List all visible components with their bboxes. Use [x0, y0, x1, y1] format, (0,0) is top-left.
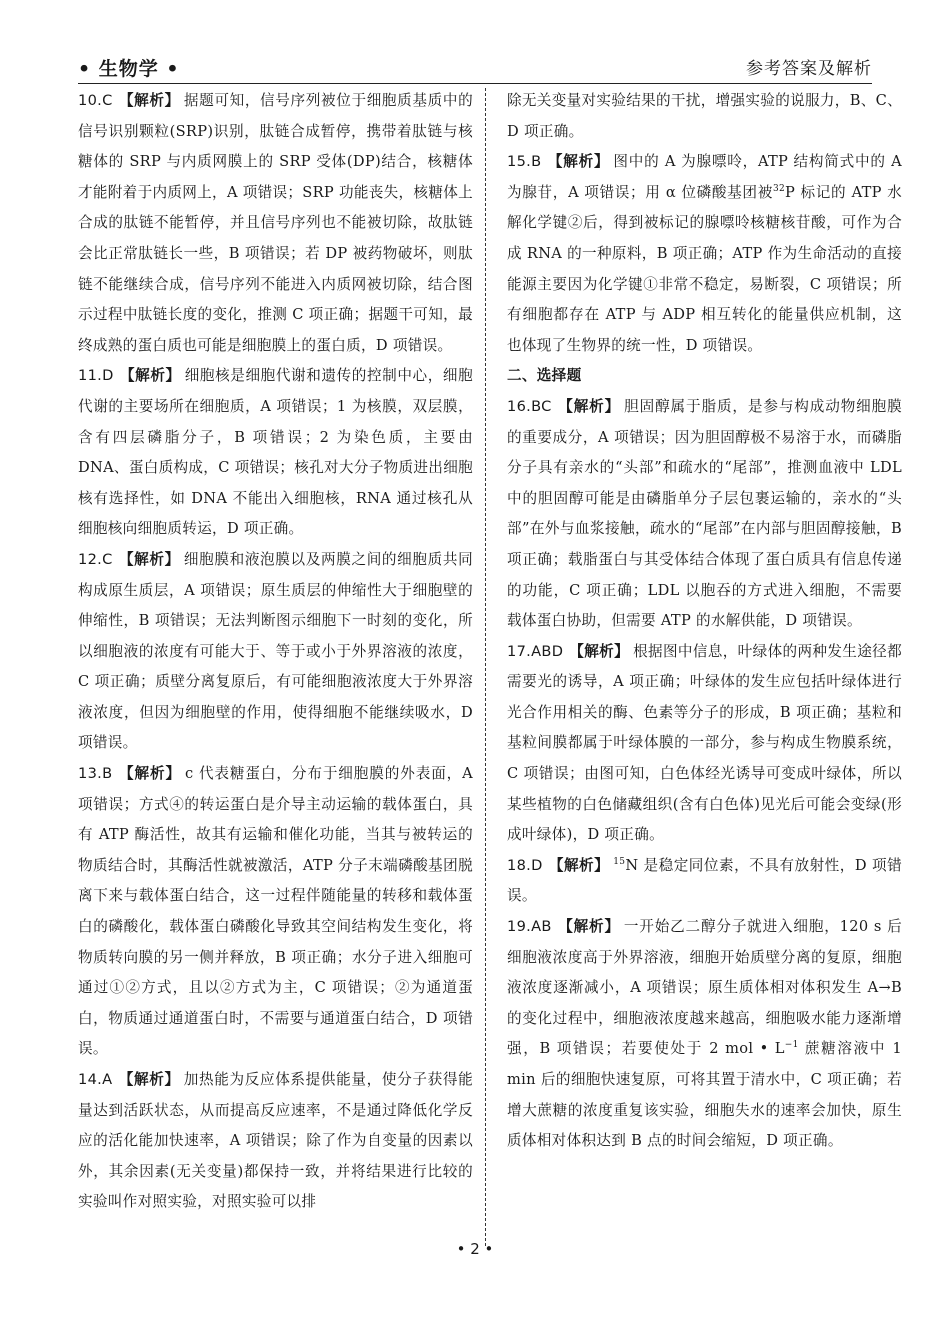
answer-item-11: 11.D 【解析】 细胞核是细胞代谢和遗传的控制中心，细胞代谢的主要场所在细胞质，A 项错误；1 为核膜，双层膜，含有四层磷脂分子，B 项错误；2 为染色质，主要由 DNA、蛋白质构成，C 项错误；核孔对大分子物质进出细胞核有选择性，如 DNA 不能出入细胞核，RNA 通过核孔从细胞核向细胞质转运，D 项正确。 — [78, 367, 474, 538]
analysis-tag: 【解析】 — [118, 550, 180, 568]
analysis-tag: 【解析】 — [557, 397, 621, 415]
answer-choice: B — [531, 153, 542, 171]
answer-choice: C — [102, 550, 113, 568]
header-title: 参考答案及解析 — [746, 59, 872, 79]
analysis-text: 图中的 A 为腺嘌呤，ATP 结构简式中的 A 为腺苷，A 项错误；用 α 位磷酸基团被 — [507, 153, 902, 201]
analysis-text: c 代表糖蛋白，分布于细胞膜的外表面，A 项错误；方式④的转运蛋白是介导主动运输的载体蛋白，具有 ATP 酶活性，故其有运输和催化功能，当其与被转运的物质结合时，其酶活性就被激活，ATP 分子末端磷酸基团脱离下来与载体蛋白结合，这一过程伴随能量的转移和载体蛋白的磷酸化，载体蛋白磷酸化导致其空间结构发生变化，将物质转向膜的另一侧并释放，B 项正确；水分子进入细胞可通过①②方式，且以②方式为主，C 项错误；②为通道蛋白，物质通过通道蛋白时，不需要与通道蛋白结合，D 项错误。 — [78, 765, 474, 1058]
subject-label: • 生物学 • — [78, 58, 180, 80]
answer-choice: B — [102, 765, 113, 783]
analysis-tag: 【解析】 — [548, 856, 610, 874]
analysis-tag: 【解析】 — [547, 153, 610, 171]
analysis-text: P 标记的 ATP 水解化学键②后，得到被标记的腺嘌呤核糖核苷酸，可作为合成 RNA 的一种原料，B 项正确；ATP 作为生命活动的直接能源主要因为化学键①非常不稳定，易断裂，C 项错误；所有细胞都存在 ATP 与 ADP 相互转化的能量供应机制，这也体现了生物界的统一性，D 项错误。 — [507, 183, 902, 354]
analysis-tag: 【解析】 — [119, 367, 181, 385]
left-column — [78, 86, 473, 1218]
analysis-tag: 【解析】 — [569, 642, 630, 660]
analysis-text: 蔗糖溶液中 1 min 后的细胞快速复原，可将其置于清水中，C 项正确；若增大蔗糖的浓度重复该实验，细胞失水的速率会加快，原生质体相对体积达到 B 点的时间会缩短，D 项正确。 — [507, 1040, 902, 1150]
analysis-tag: 【解析】 — [118, 1071, 180, 1088]
right-column — [507, 86, 902, 1157]
analysis-text: 细胞核是细胞代谢和遗传的控制中心，细胞代谢的主要场所在细胞质，A 项错误；1 为核膜，双层膜，含有四层磷脂分子，B 项错误；2 为染色质，主要由 DNA、蛋白质构成，C 项错误；核孔对大分子物质进出细胞核有选择性，如 DNA 不能出入细胞核，RNA 通过核孔从细胞核向细胞质转运，D 项正确。 — [78, 367, 474, 538]
analysis-text: 一开始乙二醇分子就进入细胞，120 s 后细胞液浓度高于外界溶液，细胞开始质壁分离的复原，细胞液浓度逐渐减小，A 项错误；原生质体相对体积发生 A→B 的变化过程中，细胞液浓度越来越高，细胞吸水能力逐渐增强，B 项错误；若要使处于 2 mol • L — [507, 918, 902, 1058]
answer-choice: BC — [531, 397, 552, 415]
answer-item-14-continued — [507, 86, 902, 147]
analysis-text: 除无关变量对实验结果的干扰，增强实验的说服力，B、C、D 项正确。 — [507, 92, 902, 140]
analysis-text: N 是稳定同位素，不具有放射性，D 项错误。 — [507, 856, 903, 905]
analysis-text: 细胞膜和液泡膜以及两膜之间的细胞质共同构成原生质层，A 项错误；原生质层的伸缩性大于细胞壁的伸缩性，B 项错误；无法判断图示细胞下一时刻的变化，所以细胞液的浓度有可能大于、等于或小于外界溶液的浓度，C 项正确；质壁分离复原后，有可能细胞液浓度大于外界溶液浓度，但因为细胞壁的作用，使得细胞不能继续吸水，D 项错误。 — [78, 550, 473, 752]
analysis-text: 根据图中信息，叶绿体的两种发生途径都需要光的诱导，A 项正确；叶绿体的发生应包括叶绿体进行光合作用相关的酶、色素等分子的形成，B 项正确；基粒和基粒间膜都属于叶绿体膜的一部分，参与构成生物膜系统，C 项错误；由图可知，白色体经光诱导可变成叶绿体，所以某些植物的白色储藏组织(含有白色体)见光后可能会变绿(形成叶绿体)，D 项正确。 — [507, 642, 903, 844]
page-header — [78, 50, 872, 84]
analysis-text: 据题可知，信号序列被位于细胞质基质中的信号识别颗粒(SRP)识别，肽链合成暂停，携带着肽链与核糖体的 SRP 与内质网膜上的 SRP 受体(DP)结合，核糖体才能附着于内质网上，A 项错误；SRP 功能丧失，核糖体上合成的肽链不能暂停，并且信号序列也不能被切除，故肽链会比正常肽链长一些，B 项错误；若 DP 被药物破坏，则肽链不能继续合成，信号序列不能进入内质网被切除，结合图示过程中肽链长度的变化，推测 C 项正确；据题干可知，最终成熟的蛋白质也可能是细胞膜上的蛋白质，D 项错误。 — [78, 92, 473, 354]
answer-choice: AB — [531, 918, 552, 936]
answer-choice: C — [102, 92, 113, 109]
answer-item-10: 10.C 【解析】 据题可知，信号序列被位于细胞质基质中的信号识别颗粒(SRP)识别，肽链合成暂停，携带着肽链与核糖体的 SRP 与内质网膜上的 SRP 受体(DP)结合，核糖体才能附着于内质网上，A 项错误；SRP 功能丧失，核糖体上合成的肽链不能暂停，并且信号序列也不能被切除，故肽链会比正常肽链长一些，B 项错误；若 DP 被药物破坏，则肽链不能继续合成，信号序列不能进入内质网被切除，结合图示过程中肽链长度的变化，推测 C 项正确；据题干可知，最终成熟的蛋白质也可能是细胞膜上的蛋白质，D 项错误。 — [78, 92, 473, 354]
answer-item-19: 19.AB 【解析】 一开始乙二醇分子就进入细胞，120 s 后细胞液浓度高于外界溶液，细胞开始质壁分离的复原，细胞液浓度逐渐减小，A 项错误；原生质体相对体积发生 A→B 的变化过程中，细胞液浓度越来越高，细胞吸水能力逐渐增强，B 项错误；若要使处于 2 mol • $L^{-1}$ 蔗糖溶液中 1 min 后的细胞快速复原，可将其置于清水中，C 项正确；若增大蔗糖的浓度重复该实验，细胞失水的速率会加快，原生质体相对体积达到 B 点的时间会缩短，D 项正确。 — [507, 918, 902, 1150]
answer-item-12: 12.C 【解析】 细胞膜和液泡膜以及两膜之间的细胞质共同构成原生质层，A 项错误；原生质层的伸缩性大于细胞壁的伸缩性，B 项错误；无法判断图示细胞下一时刻的变化，所以细胞液的浓度有可能大于、等于或小于外界溶液的浓度，C 项正确；质壁分离复原后，有可能细胞液浓度大于外界溶液浓度，但因为细胞壁的作用，使得细胞不能继续吸水，D 项错误。 — [78, 550, 473, 752]
header-rule — [78, 83, 872, 84]
column-divider — [485, 88, 486, 1246]
page-number: • 2 • — [456, 1240, 494, 1258]
answer-choice: D — [102, 367, 114, 385]
answer-item-13: 13.B 【解析】 c 代表糖蛋白，分布于细胞膜的外表面，A 项错误；方式④的转运蛋白是介导主动运输的载体蛋白，具有 ATP 酶活性，故其有运输和催化功能，当其与被转运的物质结合时，其酶活性就被激活，ATP 分子末端磷酸基团脱离下来与载体蛋白结合，这一过程伴随能量的转移和载体蛋白的磷酸化，载体蛋白磷酸化导致其空间结构发生变化，将物质转向膜的另一侧并释放，B 项正确；水分子进入细胞可通过①②方式，且以②方式为主，C 项错误；②为通道蛋白，物质通过通道蛋白时，不需要与通道蛋白结合，D 项错误。 — [78, 765, 474, 1058]
analysis-tag: 【解析】 — [557, 918, 620, 936]
isotope-superscript: 32 — [772, 183, 786, 194]
answer-item-17: 17.ABD 【解析】 根据图中信息，叶绿体的两种发生途径都需要光的诱导，A 项正确；叶绿体的发生应包括叶绿体进行光合作用相关的酶、色素等分子的形成，B 项正确；基粒和基粒间膜都属于叶绿体膜的一部分，参与构成生物膜系统，C 项错误；由图可知，白色体经光诱导可变成叶绿体，所以某些植物的白色储藏组织(含有白色体)见光后可能会变绿(形成叶绿体)，D 项正确。 — [507, 642, 903, 844]
section-heading: 二、选择题 — [507, 367, 582, 385]
answer-item-14: 14.A 【解析】 加热能为反应体系提供能量，使分子获得能量达到活跃状态，从而提高反应速率，不是通过降低化学反应的活化能加快速率，A 项错误；除了作为自变量的因素以外，其余因素(无关变量)都保持一致，并将结果进行比较的实验叫作对照实验，对照实验可以排 — [78, 1071, 474, 1211]
analysis-tag: 【解析】 — [118, 765, 181, 783]
isotope-superscript: 15 — [613, 856, 626, 867]
answer-item-15: 15.B 【解析】 图中的 A 为腺嘌呤，ATP 结构简式中的 A 为腺苷，A 项错误；用 α 位磷酸基团被$^{32}$P 标记的 ATP 水解化学键②后，得到被标记的腺嘌呤核糖核苷酸，可作为合成 RNA 的一种原料，B 项正确；ATP 作为生命活动的直接能源主要因为化学键①非常不稳定，易断裂，C 项错误；所有细胞都存在 ATP 与 ADP 相互转化的能量供应机制，这也体现了生物界的统一性，D 项错误。 — [507, 153, 902, 354]
answer-item-16: 16.BC 【解析】 胆固醇属于脂质，是参与构成动物细胞膜的重要成分，A 项错误；因为胆固醇极不易溶于水，而磷脂分子具有亲水的“头部”和疏水的“尾部”，推测血液中 LDL 中的胆固醇可能是由磷脂单分子层包裹运输的，亲水的“头部”在外与血浆接触，疏水的“尾部”在内部与胆固醇接触，B 项正确；载脂蛋白与其受体结合体现了蛋白质具有信息传递的功能，C 项正确；LDL 以胞吞的方式进入细胞，不需要载体蛋白协助，但需要 ATP 的水解供能，D 项错误。 — [507, 397, 903, 630]
analysis-text: 加热能为反应体系提供能量，使分子获得能量达到活跃状态，从而提高反应速率，不是通过降低化学反应的活化能加快速率，A 项错误；除了作为自变量的因素以外，其余因素(无关变量)都保持一致，并将结果进行比较的实验叫作对照实验，对照实验可以排 — [78, 1071, 474, 1211]
analysis-tag: 【解析】 — [118, 92, 180, 109]
answer-item-18: 18.D 【解析】 $^{15}$N 是稳定同位素，不具有放射性，D 项错误。 — [507, 856, 903, 905]
answer-choice: A — [102, 1071, 113, 1088]
analysis-text: 胆固醇属于脂质，是参与构成动物细胞膜的重要成分，A 项错误；因为胆固醇极不易溶于水，而磷脂分子具有亲水的“头部”和疏水的“尾部”，推测血液中 LDL 中的胆固醇可能是由磷脂单分子层包裹运输的，亲水的“头部”在外与血浆接触，疏水的“尾部”在内部与胆固醇接触，B 项正确；载脂蛋白与其受体结合体现了蛋白质具有信息传递的功能，C 项正确；LDL 以胞吞的方式进入细胞，不需要载体蛋白协助，但需要 ATP 的水解供能，D 项错误。 — [507, 397, 903, 630]
unit-superscript: −1 — [784, 1040, 799, 1051]
answer-choice: D — [531, 856, 543, 874]
answer-choice: ABD — [531, 642, 564, 660]
